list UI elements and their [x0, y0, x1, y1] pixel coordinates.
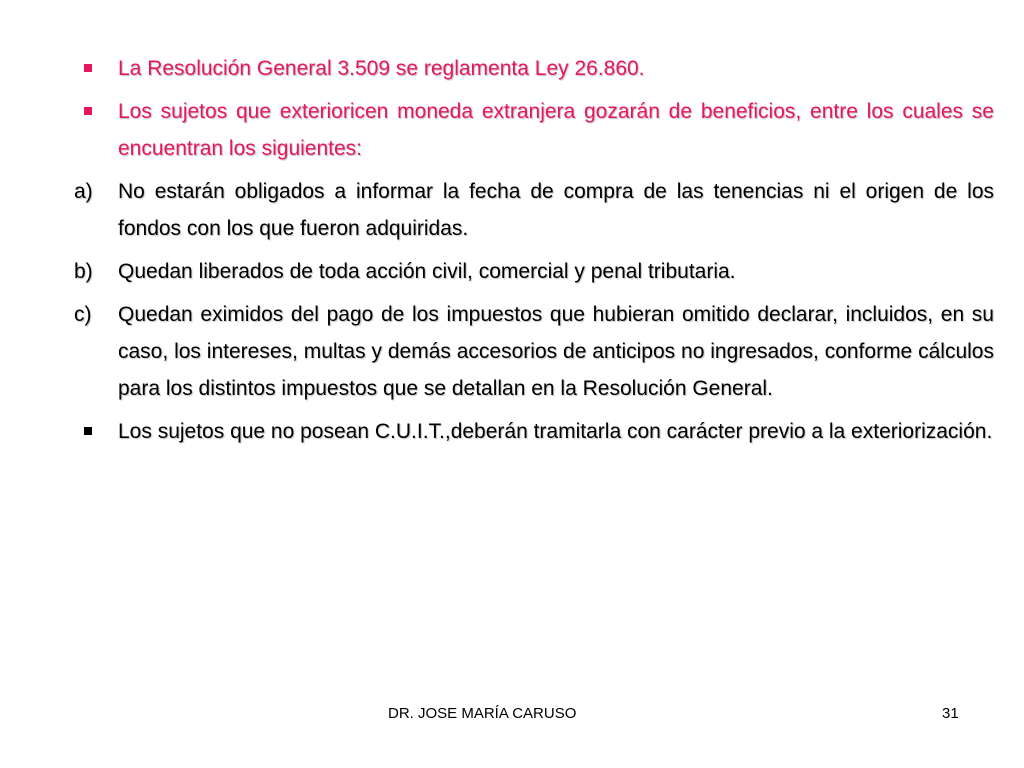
bullet-text: Los sujetos que no posean C.U.I.T.,deberán tramitarla con carácter previo a la exteriorización. — [118, 420, 993, 443]
list-item-c — [74, 296, 994, 407]
bullet-marker — [74, 93, 118, 115]
bullet-text: La Resolución General 3.509 se reglamenta Ley 26.860. — [118, 57, 645, 80]
list-text: No estarán obligados a informar la fecha de compra de las tenencias ni el origen de los fondos con los que fueron adquiridas. — [118, 180, 994, 240]
bullet-item-1 — [74, 50, 994, 87]
page-number: 31 — [942, 705, 959, 722]
slide-content — [74, 50, 994, 456]
square-bullet-icon — [84, 427, 92, 435]
bullet-marker — [74, 50, 118, 72]
bullet-item-2 — [74, 93, 994, 167]
square-bullet-icon — [84, 64, 92, 72]
list-item-a — [74, 173, 994, 247]
footer-author: DR. JOSE MARÍA CARUSO — [388, 705, 577, 722]
list-marker: b) — [74, 260, 93, 283]
list-text: Quedan liberados de toda acción civil, comercial y penal tributaria. — [118, 260, 736, 283]
list-marker: a) — [74, 180, 93, 203]
list-item-b — [74, 253, 994, 290]
bullet-item-3 — [74, 413, 994, 450]
bullet-marker — [74, 413, 118, 435]
square-bullet-icon — [84, 107, 92, 115]
bullet-text: Los sujetos que exterioricen moneda extranjera gozarán de beneficios, entre los cuales se encuentran los siguientes: — [118, 100, 994, 160]
list-marker: c) — [74, 303, 92, 326]
list-text: Quedan eximidos del pago de los impuestos que hubieran omitido declarar, incluidos, en su caso, los intereses, multas y demás accesorios de anticipos no ingresados, conforme cálculos para los distintos impuestos que se detallan en la Resolución General. — [118, 303, 994, 400]
